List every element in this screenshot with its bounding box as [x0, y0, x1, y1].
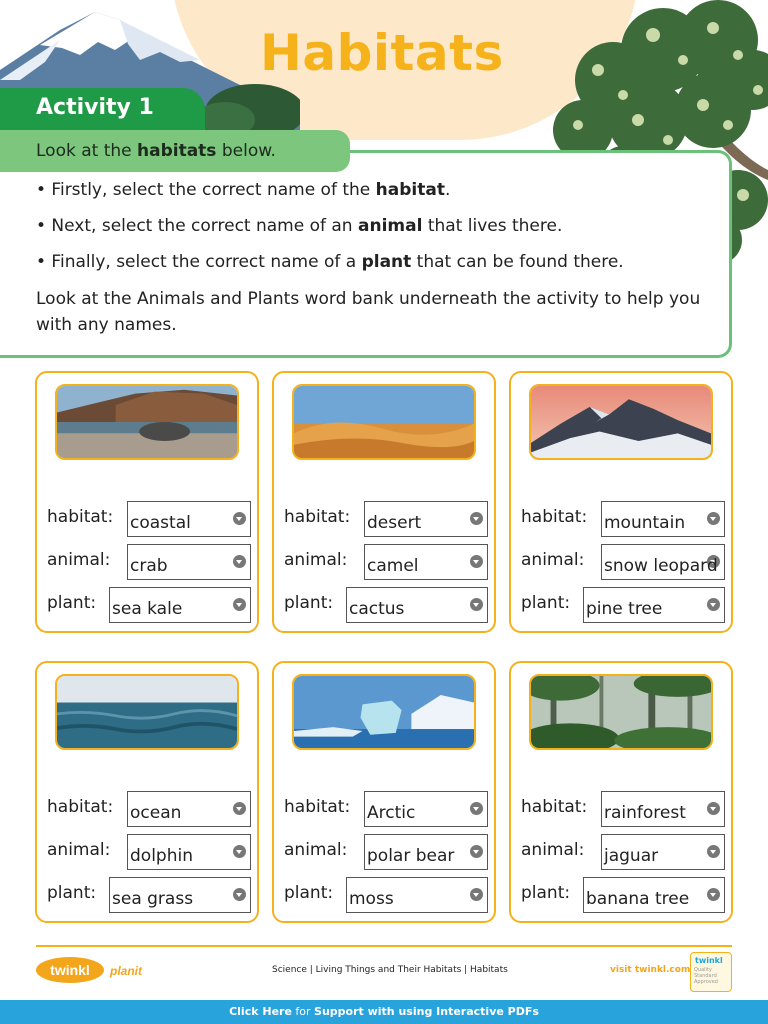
plant-row: [47, 587, 251, 623]
habitat-label: habitat:: [284, 507, 351, 527]
animal-row: [284, 544, 488, 580]
animal-select[interactable]: dolphin: [127, 834, 251, 870]
chevron-down-icon[interactable]: [707, 802, 720, 815]
plant-select[interactable]: cactus: [346, 587, 488, 623]
habitat-row: [284, 791, 488, 827]
habitat-photo-mountain: [529, 384, 713, 460]
instruction-lead: Look at the habitats below.: [0, 130, 350, 172]
chevron-down-icon[interactable]: [470, 512, 483, 525]
chevron-down-icon[interactable]: [233, 598, 246, 611]
animal-label: animal:: [47, 840, 111, 860]
page-title: Habitats: [260, 24, 504, 82]
chevron-down-icon[interactable]: [470, 845, 483, 858]
animal-row: [47, 544, 251, 580]
plant-row: [521, 877, 725, 913]
plant-select[interactable]: pine tree: [583, 587, 725, 623]
animal-select[interactable]: jaguar: [601, 834, 725, 870]
badge-text: Quality Standard Approved: [694, 967, 718, 985]
animal-row: [521, 834, 725, 870]
habitat-card-mountain: [509, 371, 733, 633]
plant-label: plant:: [521, 883, 571, 903]
visit-link[interactable]: visit twinkl.com: [610, 965, 691, 975]
chevron-down-icon[interactable]: [233, 555, 246, 568]
habitat-label: habitat:: [284, 797, 351, 817]
chevron-down-icon[interactable]: [707, 598, 720, 611]
animal-select[interactable]: polar bear: [364, 834, 488, 870]
habitat-card-arctic: [272, 661, 496, 923]
instruction-list: [36, 178, 726, 350]
animal-row: [47, 834, 251, 870]
plant-label: plant:: [284, 593, 334, 613]
animal-select[interactable]: camel: [364, 544, 488, 580]
animal-select[interactable]: crab: [127, 544, 251, 580]
plant-label: plant:: [47, 883, 97, 903]
habitat-label: habitat:: [521, 797, 588, 817]
activity-label: Activity 1: [0, 88, 205, 130]
habitat-card-desert: [272, 371, 496, 633]
instruction-step: • Firstly, select the correct name of the habitat.: [36, 180, 451, 200]
habitat-photo-arctic: [292, 674, 476, 750]
support-bar[interactable]: Click Here for Support with using Interactive PDFs: [0, 1000, 768, 1024]
brand-text: twinkl: [50, 962, 90, 978]
brand-sub-text: planit: [110, 964, 142, 978]
animal-select[interactable]: snow leopard: [601, 544, 725, 580]
chevron-down-icon[interactable]: [470, 555, 483, 568]
chevron-down-icon[interactable]: [233, 802, 246, 815]
animal-label: animal:: [521, 550, 585, 570]
plant-label: plant:: [47, 593, 97, 613]
chevron-down-icon[interactable]: [470, 888, 483, 901]
habitat-card-rainforest: [509, 661, 733, 923]
animal-label: animal:: [284, 840, 348, 860]
habitat-select[interactable]: mountain: [601, 501, 725, 537]
habitat-select[interactable]: rainforest: [601, 791, 725, 827]
chevron-down-icon[interactable]: [707, 512, 720, 525]
plant-row: [47, 877, 251, 913]
instruction-step: • Finally, select the correct name of a plant that can be found there.: [36, 252, 624, 272]
animal-row: [284, 834, 488, 870]
animal-label: animal:: [521, 840, 585, 860]
chevron-down-icon[interactable]: [233, 888, 246, 901]
animal-label: animal:: [47, 550, 111, 570]
plant-label: plant:: [284, 883, 334, 903]
habitat-row: [47, 501, 251, 537]
chevron-down-icon[interactable]: [233, 512, 246, 525]
animal-label: animal:: [284, 550, 348, 570]
habitat-photo-desert: [292, 384, 476, 460]
plant-row: [284, 877, 488, 913]
plant-label: plant:: [521, 593, 571, 613]
plant-row: [521, 587, 725, 623]
plant-row: [284, 587, 488, 623]
chevron-down-icon[interactable]: [707, 845, 720, 858]
habitat-photo-rainforest: [529, 674, 713, 750]
footer-divider: [36, 945, 732, 947]
support-link[interactable]: Click Here: [229, 1005, 292, 1018]
plant-select[interactable]: sea grass: [109, 877, 251, 913]
badge-title: twinkl: [695, 956, 723, 965]
habitat-label: habitat:: [47, 797, 114, 817]
word-bank-note: Look at the Animals and Plants word bank underneath the activity to help you with any names.: [36, 289, 701, 335]
chevron-down-icon[interactable]: [233, 845, 246, 858]
animal-row: [521, 544, 725, 580]
habitat-select[interactable]: coastal: [127, 501, 251, 537]
habitat-select[interactable]: Arctic: [364, 791, 488, 827]
habitat-label: habitat:: [47, 507, 114, 527]
habitat-row: [521, 501, 725, 537]
habitat-row: [47, 791, 251, 827]
twinkl-logo-icon: [36, 955, 176, 985]
habitat-row: [284, 501, 488, 537]
plant-select[interactable]: banana tree: [583, 877, 725, 913]
chevron-down-icon[interactable]: [470, 802, 483, 815]
habitat-row: [521, 791, 725, 827]
twinkl-planit-logo[interactable]: [36, 955, 176, 989]
breadcrumb: Science | Living Things and Their Habitats | Habitats: [272, 965, 508, 975]
plant-select[interactable]: sea kale: [109, 587, 251, 623]
chevron-down-icon[interactable]: [707, 888, 720, 901]
habitat-photo-coastal: [55, 384, 239, 460]
quality-badge: [690, 952, 732, 992]
chevron-down-icon[interactable]: [470, 598, 483, 611]
plant-select[interactable]: moss: [346, 877, 488, 913]
habitat-photo-ocean: [55, 674, 239, 750]
habitat-select[interactable]: desert: [364, 501, 488, 537]
habitat-select[interactable]: ocean: [127, 791, 251, 827]
habitat-label: habitat:: [521, 507, 588, 527]
habitat-card-ocean: [35, 661, 259, 923]
instruction-step: • Next, select the correct name of an animal that lives there.: [36, 216, 563, 236]
habitat-card-coastal: [35, 371, 259, 633]
